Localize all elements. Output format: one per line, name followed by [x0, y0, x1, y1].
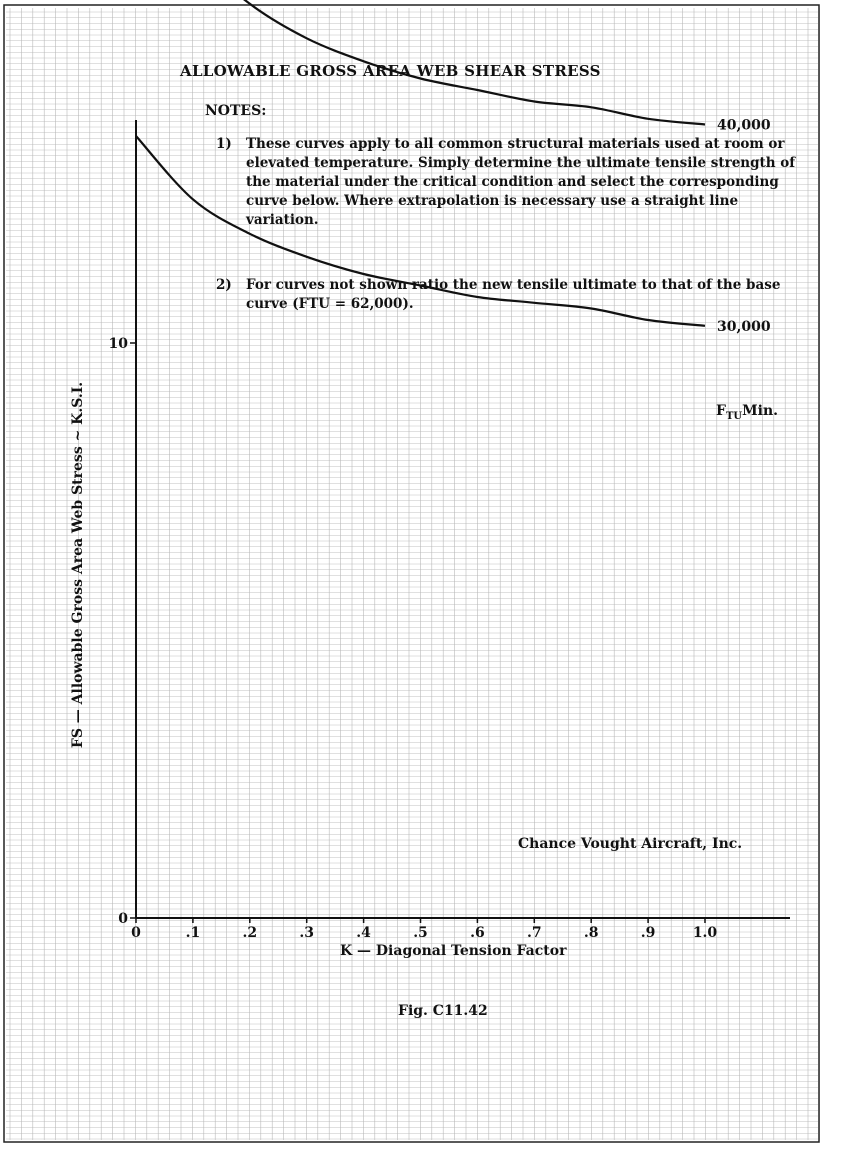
legend-title	[716, 403, 778, 422]
chart-title: ALLOWABLE GROSS AREA WEB SHEAR STRESS	[180, 62, 601, 80]
note-2	[216, 276, 786, 314]
x-tick-label: .7	[526, 925, 542, 941]
y-axis-label: FS — Allowable Gross Area Web Stress ~ K.S.I.	[70, 381, 86, 749]
x-tick-label: .5	[413, 925, 428, 941]
x-tick-label: .6	[470, 925, 485, 941]
figure-caption: Fig. C11.42	[398, 1003, 488, 1019]
x-axis-label: K — Diagonal Tension Factor	[340, 943, 567, 959]
x-tick-label: 0	[131, 925, 141, 941]
notes-heading: NOTES:	[205, 103, 267, 119]
x-tick-label: 1.0	[692, 925, 718, 941]
x-tick-label: .8	[583, 925, 599, 941]
note-2-number: 2)	[216, 277, 232, 293]
note-1-text: These curves apply to all common structural materials used at room or elevated temperature. Simply determine the ultimate tensile strength of the material under the critical condition and select the corresponding curve below. Where extrapolation is necessary use a straight line variation.	[246, 136, 796, 228]
y-tick-label: 0	[118, 911, 128, 927]
x-tick-label: .1	[185, 925, 201, 941]
y-tick-label: 10	[108, 336, 128, 352]
legend-title-suffix: Min.	[742, 403, 778, 419]
note-1-number: 1)	[216, 136, 232, 152]
note-1	[216, 135, 806, 230]
series-label: 30,000	[717, 318, 771, 335]
axes	[136, 117, 790, 918]
series-label: 40,000	[717, 117, 771, 134]
x-tick-label: .9	[640, 925, 656, 941]
x-tick-label: .4	[356, 925, 371, 941]
credit-text: Chance Vought Aircraft, Inc.	[518, 836, 743, 852]
legend-title-sub: TU	[725, 410, 743, 422]
x-tick-label: .3	[299, 925, 315, 941]
x-tick-label: .2	[242, 925, 258, 941]
note-2-text: For curves not shown ratio the new tensile ultimate to that of the base curve (FTU = 62,000).	[246, 277, 781, 312]
legend-title-main: F	[716, 403, 726, 419]
